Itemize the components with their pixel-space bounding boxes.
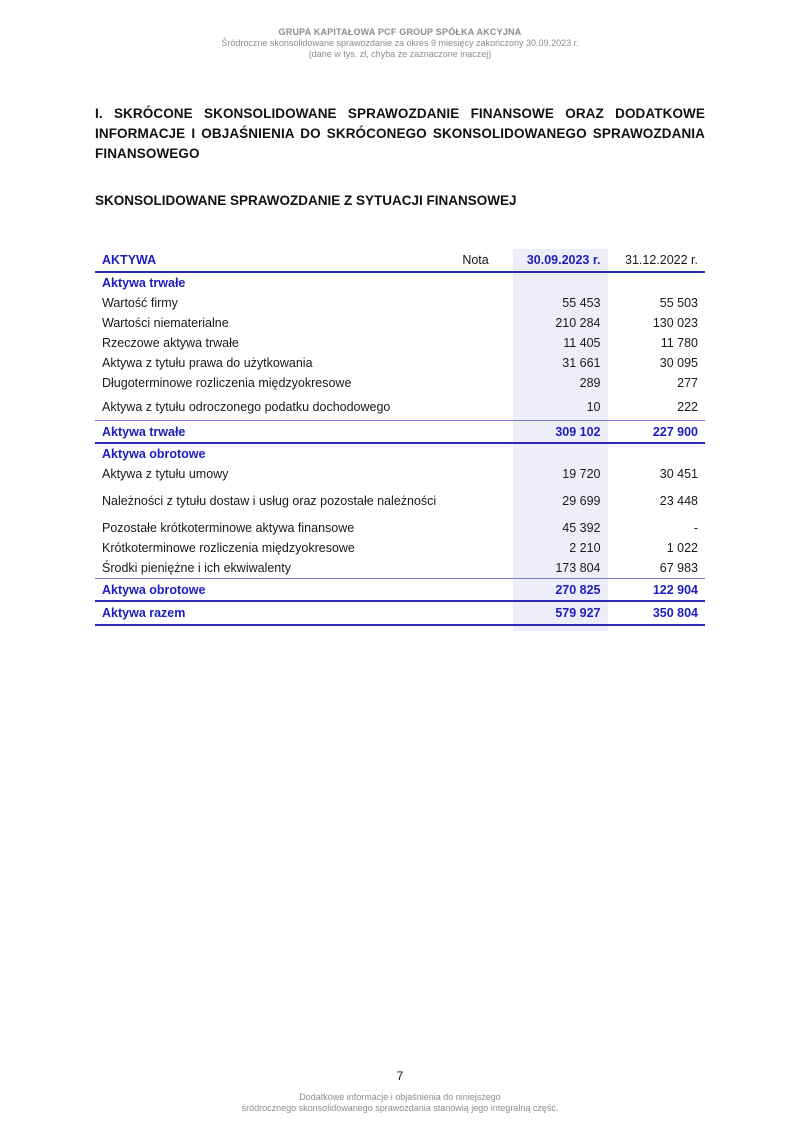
table-row: Wartości niematerialne 210 284 130 023 xyxy=(102,316,698,330)
table-row: Aktywa z tytułu odroczonego podatku dochodowego 10 222 xyxy=(102,399,698,414)
footer-line-1: Dodatkowe informacje i objaśnienia do niniejszego xyxy=(299,1092,501,1102)
table-row: Aktywa z tytułu prawa do użytkowania 31 661 30 095 xyxy=(102,356,698,370)
units-note: (dane w tys. zł, chyba że zaznaczone inaczej) xyxy=(308,49,492,59)
balance-sheet-table-container xyxy=(95,249,705,626)
page-number: 7 xyxy=(396,1069,404,1083)
table-row: Krótkoterminowe rozliczenia międzyokresowe 2 210 1 022 xyxy=(102,541,698,555)
table-row: Wartość firmy 55 453 55 503 xyxy=(102,296,698,310)
assets-table xyxy=(95,249,705,626)
table-row-section: Aktywa trwałe xyxy=(102,276,186,290)
table-row: Długoterminowe rozliczenia międzyokresowe 289 277 xyxy=(102,376,698,390)
table-row: Aktywa z tytułu umowy 19 720 30 451 xyxy=(102,467,698,481)
report-period: Śródroczne skonsolidowane sprawozdanie za okres 9 miesięcy zakończony 30.09.2023 r. xyxy=(221,38,579,48)
header-prior-period: 31.12.2022 r. xyxy=(625,253,698,267)
table-header-row xyxy=(95,249,705,272)
section-title: I. SKRÓCONE SKONSOLIDOWANE SPRAWOZDANIE FINANSOWE ORAZ DODATKOWE INFORMACJE I OBJAŚNIENIA DO SKRÓCONEGO SKONSOLIDOWANEGO SPRAWOZDANIA FINANSOWEGO xyxy=(95,106,705,161)
page-header xyxy=(0,27,800,60)
table-row-subtotal: Aktywa obrotowe 270 825 122 904 xyxy=(95,579,705,602)
header-nota: Nota xyxy=(462,253,489,267)
statement-title: SKONSOLIDOWANE SPRAWOZDANIE Z SYTUACJI FINANSOWEJ xyxy=(95,193,517,208)
table-row-section: Aktywa obrotowe xyxy=(102,447,206,461)
page-footer xyxy=(0,1092,800,1114)
table-row: Rzeczowe aktywa trwałe 11 405 11 780 xyxy=(102,336,698,350)
header-current-period: 30.09.2023 r. xyxy=(526,253,601,267)
footer-line-2: śródrocznego skonsolidowanego sprawozdania stanowią jego integralną część. xyxy=(241,1103,559,1113)
table-row-grand-total: Aktywa razem 579 927 350 804 xyxy=(95,601,705,625)
company-name: GRUPA KAPITAŁOWA PCF GROUP SPÓŁKA AKCYJNA xyxy=(278,27,522,37)
table-row: Środki pieniężne i ich ekwiwalenty 173 804 67 983 xyxy=(102,561,698,575)
table-row: Należności z tytułu dostaw i usług oraz pozostałe należności 29 699 23 448 xyxy=(102,494,698,508)
table-row: Pozostałe krótkoterminowe aktywa finansowe 45 392 - xyxy=(102,521,698,535)
table-row-subtotal: Aktywa trwałe 309 102 227 900 xyxy=(95,421,705,444)
header-label: AKTYWA xyxy=(102,253,157,267)
